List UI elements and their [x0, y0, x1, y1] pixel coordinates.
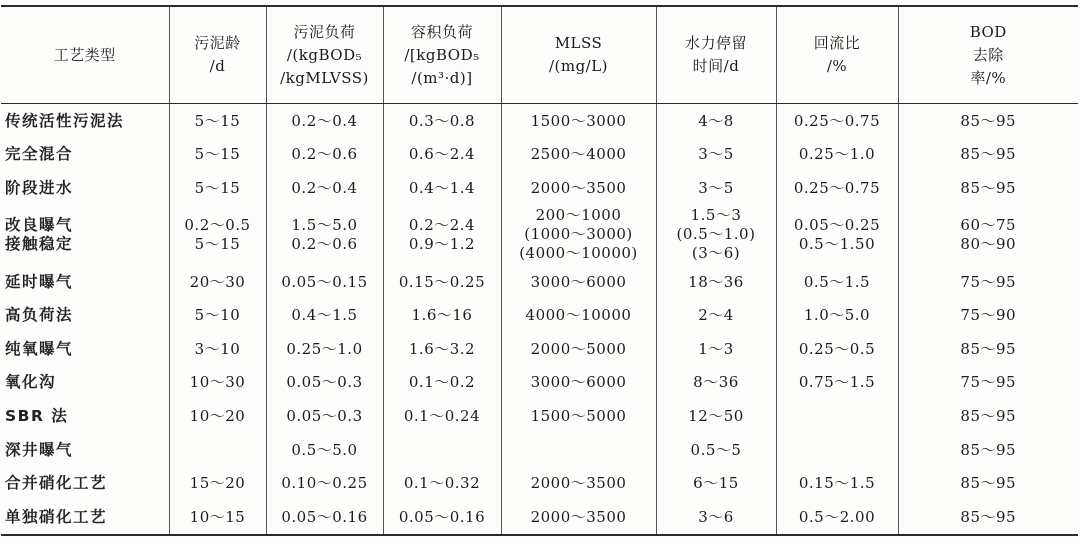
cell-return-ratio: 0.25～0.5 [776, 332, 898, 366]
cell-hydraulic-retention: 2～4 [656, 298, 776, 332]
cell-sludge-load: 0.5～5.0 [266, 433, 383, 467]
cell-hydraulic-retention: 8～36 [656, 366, 776, 400]
cell-return-ratio: 1.0～5.0 [776, 298, 898, 332]
cell-mlss: 2000～3500 [501, 500, 656, 535]
cell-hydraulic-retention: 6～15 [656, 466, 776, 500]
cell-bod-removal: 75～90 [898, 298, 1078, 332]
cell-volume-load: 0.1～0.24 [383, 399, 501, 433]
table-row [1, 466, 1078, 500]
cell-process-type: 传统活性污泥法 [5, 111, 125, 130]
cell-return-ratio: 0.75～1.5 [776, 366, 898, 400]
cell-volume-load: 1.6～16 [383, 298, 501, 332]
cell-sludge-age: 0.2～0.5 5～15 [169, 205, 266, 265]
cell-bod-removal: 60～75 80～90 [898, 205, 1078, 265]
cell-sludge-load: 0.2～0.6 [266, 138, 383, 172]
table-row [1, 332, 1078, 366]
table-row [1, 205, 1078, 265]
cell-bod-removal: 85～95 [898, 171, 1078, 205]
header-hydraulic-retention: 水力停留 时间/d [656, 6, 776, 104]
cell-mlss: 3000～6000 [501, 366, 656, 400]
header-volume-load: 容积负荷 /[kgBOD₅ /(m³·d)] [383, 6, 501, 104]
cell-return-ratio [776, 433, 898, 467]
cell-bod-removal: 85～95 [898, 399, 1078, 433]
table-body [1, 104, 1078, 535]
table-header-row [1, 6, 1078, 104]
cell-sludge-load: 0.2～0.4 [266, 104, 383, 138]
cell-return-ratio: 0.25～0.75 [776, 104, 898, 138]
cell-bod-removal: 85～95 [898, 466, 1078, 500]
cell-bod-removal: 85～95 [898, 104, 1078, 138]
cell-bod-removal: 75～95 [898, 265, 1078, 299]
cell-volume-load: 0.1～0.2 [383, 366, 501, 400]
cell-process-type: SBR 法 [5, 406, 69, 425]
cell-sludge-age: 10～20 [169, 399, 266, 433]
table-row [1, 399, 1078, 433]
cell-hydraulic-retention: 3～5 [656, 171, 776, 205]
cell-mlss: 2000～3500 [501, 466, 656, 500]
cell-volume-load: 0.15～0.25 [383, 265, 501, 299]
cell-mlss: 200～1000 (1000～3000) (4000～10000) [501, 205, 656, 265]
cell-return-ratio: 0.5～2.00 [776, 500, 898, 535]
table-row [1, 104, 1078, 138]
cell-hydraulic-retention: 12～50 [656, 399, 776, 433]
cell-sludge-load: 0.10～0.25 [266, 466, 383, 500]
cell-mlss: 1500～3000 [501, 104, 656, 138]
cell-mlss [501, 433, 656, 467]
cell-hydraulic-retention: 1.5～3 (0.5～1.0) (3～6) [656, 205, 776, 265]
cell-mlss: 1500～5000 [501, 399, 656, 433]
cell-sludge-load: 1.5～5.0 0.2～0.6 [266, 205, 383, 265]
cell-volume-load: 0.05～0.16 [383, 500, 501, 535]
header-bod-removal: BOD 去除 率/% [898, 6, 1078, 104]
cell-sludge-load: 0.25～1.0 [266, 332, 383, 366]
cell-volume-load: 0.1～0.32 [383, 466, 501, 500]
cell-sludge-age: 5～15 [169, 138, 266, 172]
cell-sludge-age: 5～15 [169, 171, 266, 205]
cell-hydraulic-retention: 18～36 [656, 265, 776, 299]
cell-return-ratio: 0.25～1.0 [776, 138, 898, 172]
cell-volume-load [383, 433, 501, 467]
cell-hydraulic-retention: 4～8 [656, 104, 776, 138]
cell-process-type: 完全混合 [5, 145, 74, 164]
cell-process-type: 高负荷法 [5, 306, 74, 325]
cell-bod-removal: 85～95 [898, 332, 1078, 366]
cell-mlss: 2500～4000 [501, 138, 656, 172]
cell-sludge-age [169, 433, 266, 467]
cell-process-type: 延时曝气 [5, 272, 74, 291]
cell-volume-load: 1.6～3.2 [383, 332, 501, 366]
header-sludge-age: 污泥龄 /d [169, 6, 266, 104]
cell-return-ratio: 0.5～1.5 [776, 265, 898, 299]
cell-sludge-age: 10～15 [169, 500, 266, 535]
header-mlss: MLSS /(mg/L) [501, 6, 656, 104]
cell-volume-load: 0.3～0.8 [383, 104, 501, 138]
cell-hydraulic-retention: 0.5～5 [656, 433, 776, 467]
cell-sludge-age: 3～10 [169, 332, 266, 366]
table-row [1, 500, 1078, 535]
cell-process-type: 氧化沟 [5, 373, 57, 392]
cell-bod-removal: 85～95 [898, 433, 1078, 467]
cell-process-type: 改良曝气 接触稳定 [5, 215, 74, 253]
cell-mlss: 2000～3500 [501, 171, 656, 205]
cell-mlss: 4000～10000 [501, 298, 656, 332]
cell-sludge-load: 0.05～0.16 [266, 500, 383, 535]
cell-sludge-age: 5～10 [169, 298, 266, 332]
cell-process-type: 深井曝气 [5, 440, 74, 459]
cell-sludge-load: 0.2～0.4 [266, 171, 383, 205]
cell-bod-removal: 85～95 [898, 500, 1078, 535]
cell-process-type: 合并硝化工艺 [5, 474, 108, 493]
cell-process-type: 单独硝化工艺 [1, 500, 169, 535]
cell-process-type: 纯氧曝气 [5, 339, 74, 358]
table-row [1, 171, 1078, 205]
cell-sludge-load: 0.4～1.5 [266, 298, 383, 332]
cell-return-ratio [776, 399, 898, 433]
cell-return-ratio: 0.05～0.25 0.5～1.50 [776, 205, 898, 265]
cell-hydraulic-retention: 1～3 [656, 332, 776, 366]
cell-sludge-age: 20～30 [169, 265, 266, 299]
header-sludge-load: 污泥负荷 /(kgBOD₅ /kgMLVSS) [266, 6, 383, 104]
cell-mlss: 3000～6000 [501, 265, 656, 299]
header-return-ratio: 回流比 /% [776, 6, 898, 104]
table-row [1, 366, 1078, 400]
cell-sludge-age: 15～20 [169, 466, 266, 500]
cell-process-type: 阶段进水 [5, 178, 74, 197]
cell-bod-removal: 75～95 [898, 366, 1078, 400]
cell-bod-removal: 85～95 [898, 138, 1078, 172]
cell-volume-load: 0.6～2.4 [383, 138, 501, 172]
cell-sludge-load: 0.05～0.3 [266, 399, 383, 433]
cell-sludge-age: 10～30 [169, 366, 266, 400]
cell-sludge-age: 5～15 [169, 104, 266, 138]
table-row [1, 298, 1078, 332]
header-process-type: 工艺类型 [1, 6, 169, 104]
process-parameter-table [1, 5, 1078, 536]
cell-mlss: 2000～5000 [501, 332, 656, 366]
table-row [1, 138, 1078, 172]
cell-return-ratio: 0.15～1.5 [776, 466, 898, 500]
table-row [1, 433, 1078, 467]
cell-hydraulic-retention: 3～5 [656, 138, 776, 172]
table-row [1, 265, 1078, 299]
cell-sludge-load: 0.05～0.15 [266, 265, 383, 299]
cell-volume-load: 0.4～1.4 [383, 171, 501, 205]
cell-return-ratio: 0.25～0.75 [776, 171, 898, 205]
cell-hydraulic-retention: 3～6 [656, 500, 776, 535]
cell-sludge-load: 0.05～0.3 [266, 366, 383, 400]
cell-volume-load: 0.2～2.4 0.9～1.2 [383, 205, 501, 265]
